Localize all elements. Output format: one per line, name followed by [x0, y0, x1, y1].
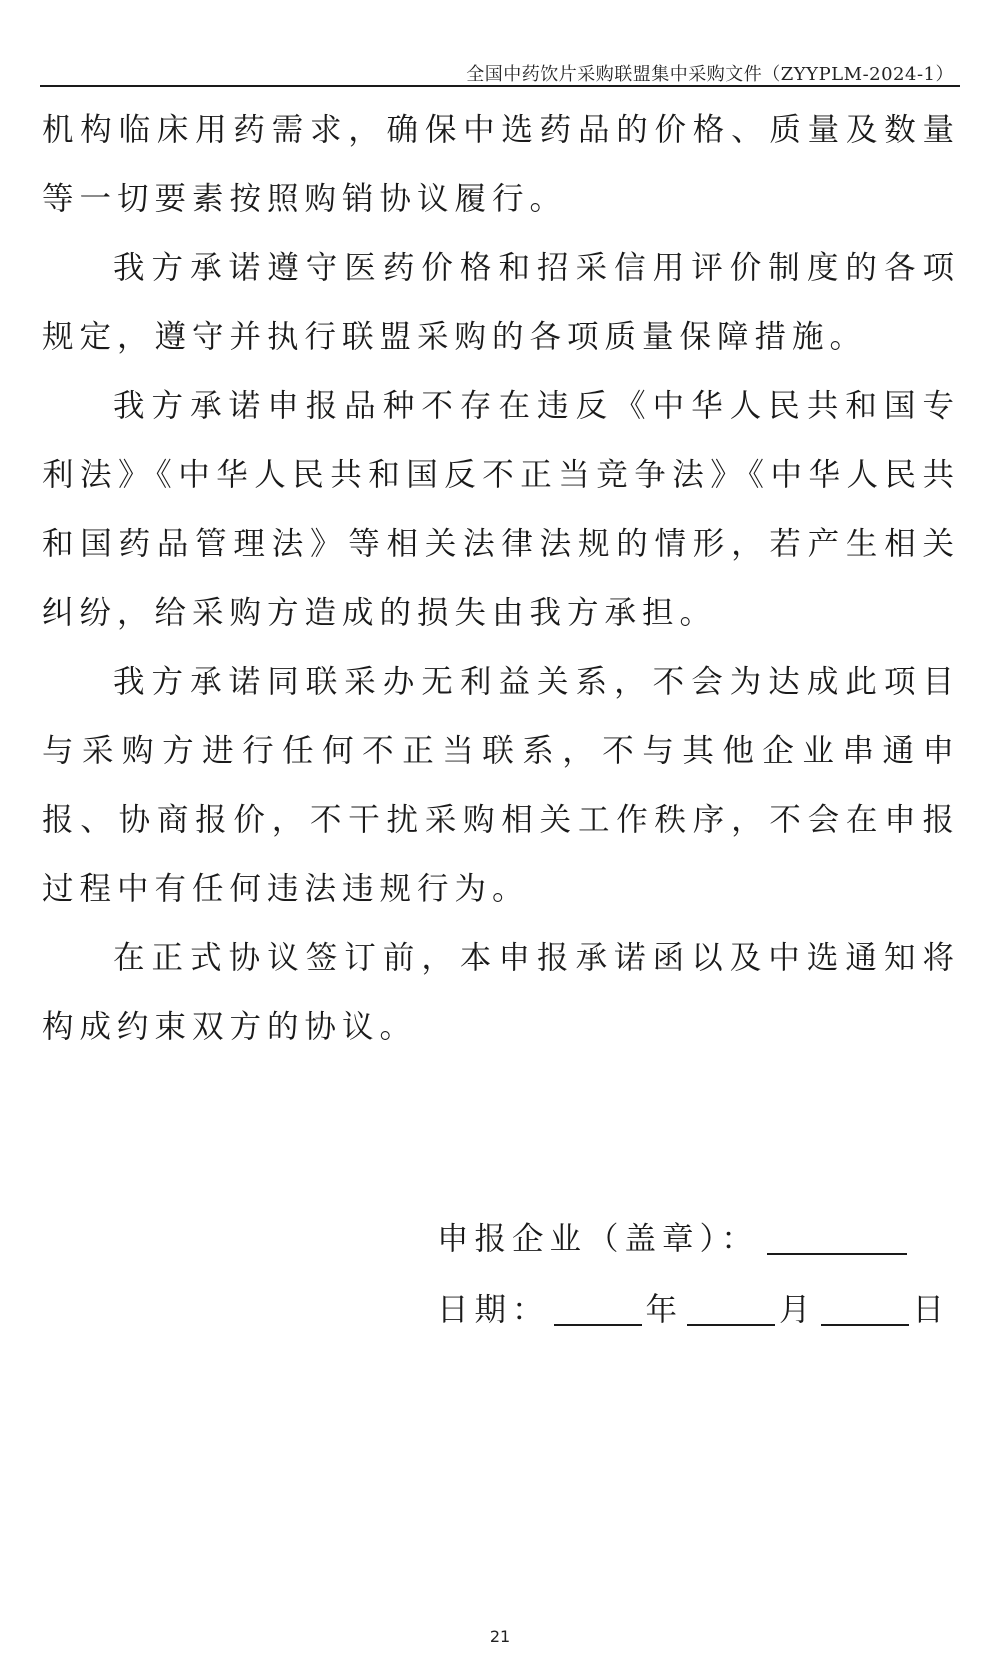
page-number: 21	[489, 1627, 511, 1646]
month-blank	[687, 1324, 775, 1326]
month-label: 月	[779, 1292, 817, 1328]
day-label: 日	[912, 1292, 951, 1328]
header-divider	[40, 85, 960, 87]
paragraph-integrity-commitment: 我方承诺同联采办无利益关系，不会为达成此项目与采购方进行任何不正当联系，不与其他企业串通申报、协商报价，不干扰采购相关工作秩序，不会在申报过程中有任何违法违规行为。	[42, 664, 960, 907]
company-seal-line	[437, 1204, 950, 1275]
signature-block	[437, 1204, 950, 1346]
paragraph-credit-commitment: 我方承诺遵守医药价格和招采信用评价制度的各项规定，遵守并执行联盟采购的各项质量保障措施。	[42, 250, 960, 355]
year-label: 年	[645, 1292, 684, 1328]
document-body	[42, 96, 960, 1062]
company-seal-label: 申报企业（盖章）：	[437, 1221, 759, 1257]
year-blank	[554, 1324, 642, 1326]
paragraph-legal-commitment: 我方承诺申报品种不存在违反《中华人民共和国专利法》《中华人民共和国反不正当竞争法》《中华人民共和国药品管理法》等相关法律法规的情形，若产生相关纠纷，给采购方造成的损失由我方承担。	[42, 388, 960, 631]
day-blank	[821, 1324, 909, 1326]
date-label: 日期：	[437, 1292, 550, 1328]
paragraph-continued: 机构临床用药需求，确保中选药品的价格、质量及数量等一切要素按照购销协议履行。	[42, 112, 960, 217]
company-seal-blank	[767, 1253, 907, 1255]
paragraph-agreement-clause: 在正式协议签订前，本申报承诺函以及中选通知将构成约束双方的协议。	[42, 940, 960, 1045]
date-line	[437, 1275, 950, 1346]
running-header: 全国中药饮片采购联盟集中采购文件（ZYYPLM-2024-1）	[466, 64, 954, 85]
